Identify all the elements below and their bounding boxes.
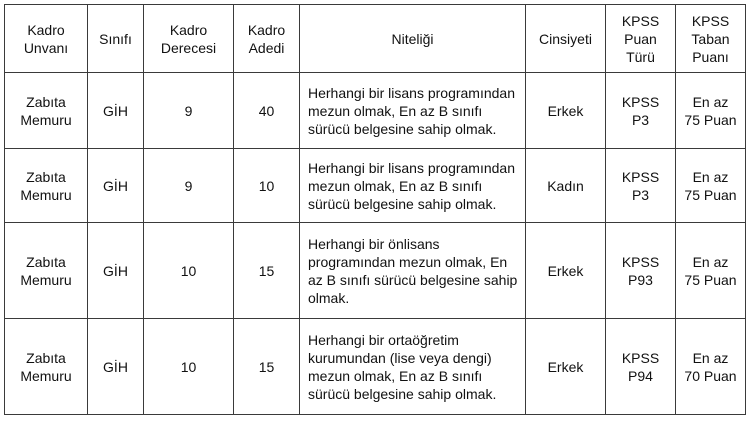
cell-kpss-puan-turu <box>606 149 676 223</box>
cell-sinifi <box>88 149 144 223</box>
cell-text: En az 70 Puan <box>684 349 737 384</box>
cell-cinsiyeti <box>526 223 606 319</box>
header-cell-kpss-taban-puani <box>676 5 746 73</box>
cell-kadro-unvani <box>5 223 88 319</box>
header-label: Cinsiyeti <box>539 30 592 47</box>
cell-kpss-taban-puani <box>676 223 746 319</box>
table-row <box>5 223 746 319</box>
header-label: KPSS Taban Puanı <box>691 12 730 65</box>
cell-text: Zabıta Memuru <box>20 168 72 203</box>
cell-kadro-derecesi <box>144 73 234 149</box>
cell-cinsiyeti <box>526 73 606 149</box>
header-label: Sınıfı <box>99 30 132 47</box>
staff-position-table <box>4 4 746 415</box>
cell-text: 10 <box>180 262 197 279</box>
header-cell-cinsiyeti <box>526 5 606 73</box>
header-cell-kadro-derecesi <box>144 5 234 73</box>
cell-kadro-adedi <box>234 223 300 319</box>
cell-text: Erkek <box>547 358 584 375</box>
cell-text: GİH <box>103 262 128 279</box>
cell-kadro-unvani <box>5 319 88 415</box>
cell-text: 9 <box>184 102 193 119</box>
header-label: Niteliği <box>391 30 434 47</box>
staff-position-table-wrapper <box>4 4 746 415</box>
cell-kpss-taban-puani <box>676 73 746 149</box>
cell-text: Kadın <box>547 177 584 194</box>
header-row <box>5 5 746 73</box>
cell-kadro-adedi <box>234 73 300 149</box>
cell-text: Herhangi bir önlisans programından mezun olmak, En az B sınıfı sürücü belgesine sahip olmak. <box>308 235 518 306</box>
cell-kadro-unvani <box>5 73 88 149</box>
cell-niteligi <box>300 149 526 223</box>
header-cell-kadro-adedi <box>234 5 300 73</box>
cell-kpss-puan-turu <box>606 319 676 415</box>
cell-kpss-puan-turu <box>606 223 676 319</box>
cell-text: Zabıta Memuru <box>20 349 72 384</box>
cell-text: En az 75 Puan <box>684 253 737 288</box>
cell-text: 9 <box>184 177 193 194</box>
cell-text: 40 <box>258 102 275 119</box>
cell-text: En az 75 Puan <box>684 93 737 128</box>
cell-text: 15 <box>258 358 275 375</box>
cell-niteligi <box>300 319 526 415</box>
header-label: Kadro Derecesi <box>160 21 217 56</box>
cell-text: Herhangi bir lisans programından mezun olmak, En az B sınıfı sürücü belgesine sahip olmak. <box>308 159 515 212</box>
cell-kadro-derecesi <box>144 149 234 223</box>
cell-text: Herhangi bir ortaöğretim kurumundan (lise veya dengi) mezun olmak, En az B sınıfı sürücü belgesine sahip olmak. <box>308 331 497 402</box>
cell-text: KPSS P3 <box>621 93 660 128</box>
cell-cinsiyeti <box>526 319 606 415</box>
cell-kadro-unvani <box>5 149 88 223</box>
cell-kpss-taban-puani <box>676 319 746 415</box>
cell-sinifi <box>88 73 144 149</box>
cell-text: Zabıta Memuru <box>20 253 72 288</box>
cell-text: 10 <box>258 177 275 194</box>
table-row <box>5 319 746 415</box>
cell-kadro-adedi <box>234 319 300 415</box>
header-cell-kadro-unvani <box>5 5 88 73</box>
cell-text: Herhangi bir lisans programından mezun olmak, En az B sınıfı sürücü belgesine sahip olmak. <box>308 84 515 137</box>
cell-text: Erkek <box>547 102 584 119</box>
cell-kpss-taban-puani <box>676 149 746 223</box>
cell-niteligi <box>300 223 526 319</box>
header-cell-sinifi <box>88 5 144 73</box>
cell-text: GİH <box>103 102 128 119</box>
table-row <box>5 73 746 149</box>
cell-text: Zabıta Memuru <box>20 93 72 128</box>
cell-text: KPSS P93 <box>621 253 660 288</box>
cell-text: 10 <box>180 358 197 375</box>
table-row <box>5 149 746 223</box>
header-label: Kadro Unvanı <box>23 21 69 56</box>
cell-text: KPSS P94 <box>621 349 660 384</box>
header-cell-kpss-puan-turu <box>606 5 676 73</box>
cell-sinifi <box>88 319 144 415</box>
cell-kpss-puan-turu <box>606 73 676 149</box>
cell-text: KPSS P3 <box>621 168 660 203</box>
cell-text: GİH <box>103 177 128 194</box>
cell-text: 15 <box>258 262 275 279</box>
header-label: Kadro Adedi <box>247 21 286 56</box>
cell-kadro-derecesi <box>144 223 234 319</box>
cell-text: Erkek <box>547 262 584 279</box>
header-label: KPSS Puan Türü <box>621 12 660 65</box>
header-cell-niteligi <box>300 5 526 73</box>
cell-sinifi <box>88 223 144 319</box>
cell-kadro-derecesi <box>144 319 234 415</box>
cell-text: En az 75 Puan <box>684 168 737 203</box>
cell-kadro-adedi <box>234 149 300 223</box>
cell-cinsiyeti <box>526 149 606 223</box>
cell-niteligi <box>300 73 526 149</box>
cell-text: GİH <box>103 358 128 375</box>
